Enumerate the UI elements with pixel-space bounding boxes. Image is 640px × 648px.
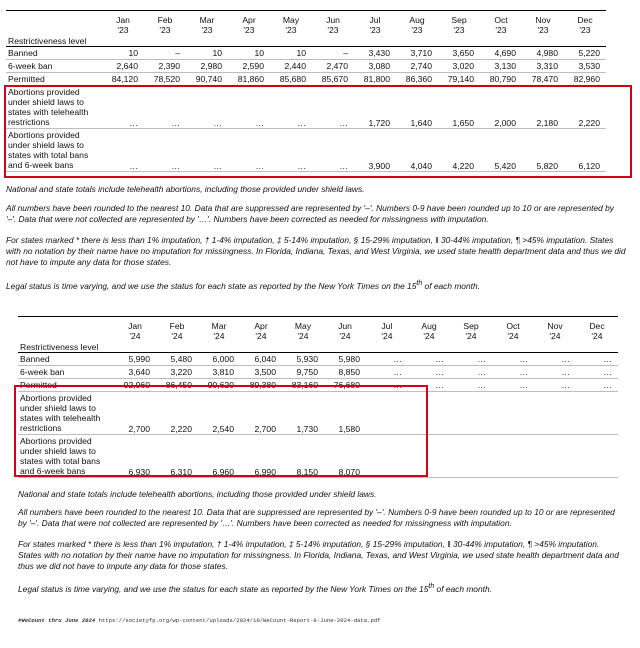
table-cell: 3,650 [438, 47, 480, 60]
table-cell: 1,640 [396, 86, 438, 129]
month-label: Mar [211, 321, 227, 331]
table-cell [450, 392, 492, 435]
highlight-box [4, 85, 632, 178]
month-header [480, 11, 522, 36]
month-label: '23 [159, 25, 171, 35]
table-cell: 86,360 [396, 73, 438, 86]
table-cell: 3,640 [114, 366, 156, 379]
table-row [18, 353, 618, 366]
table-cell: 4,220 [438, 129, 480, 172]
month-header [522, 11, 564, 36]
table-cell: … [186, 86, 228, 129]
table-cell: … [366, 353, 408, 366]
corner-cell [6, 11, 102, 36]
table-cell: 3,500 [240, 366, 282, 379]
month-label: Nov [547, 321, 563, 331]
month-label: Oct [494, 15, 508, 25]
table-cell: 3,080 [354, 60, 396, 73]
month-label: '24 [465, 331, 477, 341]
table-cell: … [492, 379, 534, 392]
month-header [534, 317, 576, 342]
table-cell: … [534, 379, 576, 392]
table-cell: 81,860 [228, 73, 270, 86]
note-telehealth: National and state totals include telehealth abortions, including those provided under shield laws. [18, 489, 377, 499]
table-cell: 2,440 [270, 60, 312, 73]
table-cell: 8,070 [324, 435, 366, 478]
month-header [282, 317, 324, 342]
table-cell: 8,150 [282, 435, 324, 478]
table-cell: … [576, 366, 618, 379]
table-cell: 6,000 [198, 353, 240, 366]
note-imputation: For states marked * there is less than 1% imputation, † 1-4% imputation, ‡ 5-14% imputation, § 15-29% imputation, ‖ 30-44% imputation, ¶ >45% imputation. States with no notation by their name have no imputation for missingness. In Florida, Indiana, Texas, and West Virginia, we used state health department data and thus we did not have to impute any data for those states. [6, 235, 626, 267]
table-cell: … [492, 366, 534, 379]
month-label: Mar [199, 15, 215, 25]
month-label: Sep [451, 15, 467, 25]
table-cell: 10 [270, 47, 312, 60]
month-header [144, 11, 186, 36]
row-label: Abortions provided under shield laws to states with telehealth restrictions [18, 392, 114, 435]
table-cell: 2,590 [228, 60, 270, 73]
month-label: Feb [157, 15, 173, 25]
row-label: Banned [18, 353, 114, 366]
table-cell: 10 [228, 47, 270, 60]
table-cell: 2,540 [198, 392, 240, 435]
table-cell [450, 435, 492, 478]
table-cell: … [408, 366, 450, 379]
note-rounding: All numbers have been rounded to the nearest 10. Data that are suppressed are represented by '–'. Numbers 0-9 have been rounded up to 10 or are represented by '–'. Data that were not collected are represented by '…'. Numbers have been corrected as needed for missingness with imputation. [6, 203, 614, 224]
month-label: '23 [243, 25, 255, 35]
table-cell: – [144, 47, 186, 60]
table-cell: 2,640 [102, 60, 144, 73]
month-label: '24 [297, 331, 309, 341]
table-cell: … [534, 366, 576, 379]
table-cell: … [450, 366, 492, 379]
month-label: May [294, 321, 312, 331]
table-cell: 5,930 [282, 353, 324, 366]
table-row [18, 366, 618, 379]
table-cell: 3,220 [156, 366, 198, 379]
month-label: Jan [116, 15, 130, 25]
table-cell: … [228, 86, 270, 129]
table-cell: 2,220 [156, 392, 198, 435]
note-legal-status: Legal status is time varying, and we use the status for each state as reported by the New York Times on the 15th of each month. [18, 583, 492, 594]
table-cell: 3,310 [522, 60, 564, 73]
table-cell: … [366, 366, 408, 379]
month-header [450, 317, 492, 342]
month-label: '23 [201, 25, 213, 35]
note-telehealth: National and state totals include telehealth abortions, including those provided under shield laws. [6, 184, 365, 194]
table-cell: 10 [186, 47, 228, 60]
table-cell: 2,700 [114, 392, 156, 435]
table-cell: – [312, 47, 354, 60]
month-label: Aug [409, 15, 425, 25]
month-header [312, 11, 354, 36]
month-label: Nov [535, 15, 551, 25]
table-cell: 1,650 [438, 86, 480, 129]
month-header [102, 11, 144, 36]
month-label: '23 [495, 25, 507, 35]
month-header [270, 11, 312, 36]
table-cell: 5,420 [480, 129, 522, 172]
month-header [186, 11, 228, 36]
month-label: '23 [327, 25, 339, 35]
source-footer [18, 617, 381, 624]
table-cell: 3,020 [438, 60, 480, 73]
table-cell: 1,720 [354, 86, 396, 129]
table-cell: 2,220 [564, 86, 606, 129]
corner-cell [18, 317, 114, 342]
row-label: 6-week ban [18, 366, 114, 379]
table-cell: 4,690 [480, 47, 522, 60]
table-cell: 5,220 [564, 47, 606, 60]
month-label: Dec [589, 321, 605, 331]
table-cell: 4,040 [396, 129, 438, 172]
table-cell: 79,140 [438, 73, 480, 86]
month-header [576, 317, 618, 342]
month-label: '24 [549, 331, 561, 341]
month-label: '23 [285, 25, 297, 35]
table-cell: … [228, 129, 270, 172]
month-label: Jul [381, 321, 393, 331]
month-header-row [18, 317, 618, 342]
table-cell: … [270, 129, 312, 172]
table-cell: 6,960 [198, 435, 240, 478]
month-label: '24 [339, 331, 351, 341]
table-cell: … [270, 86, 312, 129]
row-label: Permitted [18, 379, 114, 392]
month-label: Dec [577, 15, 593, 25]
table-cell: 85,670 [312, 73, 354, 86]
table-cell: … [492, 353, 534, 366]
highlight-box [14, 385, 428, 477]
month-header [156, 317, 198, 342]
month-header-row [6, 11, 606, 36]
table-cell: 6,310 [156, 435, 198, 478]
restrictiveness-label: Restrictiveness level [18, 341, 618, 353]
table-cell: 2,390 [144, 60, 186, 73]
table-cell: 90,620 [198, 379, 240, 392]
table-cell [576, 435, 618, 478]
table-cell: 78,520 [144, 73, 186, 86]
month-label: Jun [326, 15, 340, 25]
table-cell: 80,790 [480, 73, 522, 86]
table-cell: 83,160 [282, 379, 324, 392]
table-cell: … [102, 129, 144, 172]
row-label: Permitted [6, 73, 102, 86]
month-label: '23 [537, 25, 549, 35]
table-cell: 5,980 [324, 353, 366, 366]
table-cell: 89,380 [240, 379, 282, 392]
table-cell: 3,900 [354, 129, 396, 172]
table-cell: 76,680 [324, 379, 366, 392]
month-label: Apr [242, 15, 256, 25]
month-label: '24 [423, 331, 435, 341]
note-imputation: For states marked * there is less than 1% imputation, † 1-4% imputation, ‡ 5-14% imputation, § 15-29% imputation, ‖ 30-44% imputation, ¶ >45% imputation. States with no notation by their name have no imputation for missingness. In Florida, Indiana, Texas, and West Virginia, we used state health department data and thus we did not have to impute any data for those states. [18, 539, 619, 571]
table-cell: 82,960 [564, 73, 606, 86]
month-label: Feb [169, 321, 185, 331]
table-cell: 90,740 [186, 73, 228, 86]
month-label: '24 [381, 331, 393, 341]
table-cell: 85,680 [270, 73, 312, 86]
month-label: May [282, 15, 300, 25]
table-cell: 3,710 [396, 47, 438, 60]
month-header [324, 317, 366, 342]
table-cell: 6,040 [240, 353, 282, 366]
table-cell [576, 392, 618, 435]
month-header [198, 317, 240, 342]
table-cell: 10 [102, 47, 144, 60]
month-label: '24 [507, 331, 519, 341]
table-cell: … [450, 353, 492, 366]
month-label: Sep [463, 321, 479, 331]
month-header [114, 317, 156, 342]
month-label: Apr [254, 321, 268, 331]
row-label: Abortions provided under shield laws to states with total bans and 6-week bans [6, 129, 102, 172]
table-cell: 3,810 [198, 366, 240, 379]
table-row [6, 73, 606, 86]
note-rounding: All numbers have been rounded to the nearest 10. Data that are suppressed are represented by '–'. Numbers 0-9 have been rounded up to 10 or are represented by '–'. Data that were not collected are represented by '…'. Numbers have been corrected as needed for missingness with imputation. [18, 507, 615, 528]
table-cell: … [144, 129, 186, 172]
table-cell [534, 435, 576, 478]
table-cell: … [102, 86, 144, 129]
month-label: Jul [369, 15, 381, 25]
table-cell: 2,740 [396, 60, 438, 73]
footer-title: #WeCount thru June 2024 [18, 617, 96, 624]
table-cell: … [186, 129, 228, 172]
section-label-row [6, 35, 606, 47]
table-cell [534, 392, 576, 435]
table-cell: … [576, 379, 618, 392]
table-cell: … [366, 379, 408, 392]
month-label: '23 [369, 25, 381, 35]
table-cell: 5,480 [156, 353, 198, 366]
month-label: '24 [213, 331, 225, 341]
table-cell: … [144, 86, 186, 129]
month-label: Aug [421, 321, 437, 331]
table-cell: 92,960 [114, 379, 156, 392]
month-label: '24 [591, 331, 603, 341]
month-header [408, 317, 450, 342]
month-label: '24 [255, 331, 267, 341]
table-cell: 84,120 [102, 73, 144, 86]
table-cell: … [312, 86, 354, 129]
section-label-row [18, 341, 618, 353]
month-label: '24 [171, 331, 183, 341]
table-cell: 2,700 [240, 392, 282, 435]
table-cell: 8,850 [324, 366, 366, 379]
table-cell: 86,450 [156, 379, 198, 392]
table-cell: 81,800 [354, 73, 396, 86]
table-cell: … [408, 379, 450, 392]
table-cell: 1,730 [282, 392, 324, 435]
table-cell: … [450, 379, 492, 392]
table-cell: 3,130 [480, 60, 522, 73]
footer-url[interactable]: https://societyfp.org/wp-content/uploads/2024/10/WeCount-Report-8-June-2024-data.pdf [98, 617, 381, 624]
month-label: '24 [129, 331, 141, 341]
restrictiveness-label: Restrictiveness level [6, 35, 606, 47]
table-row [6, 47, 606, 60]
month-label: Oct [506, 321, 520, 331]
table-cell: … [576, 353, 618, 366]
month-header [492, 317, 534, 342]
month-label: '23 [411, 25, 423, 35]
table-cell: 3,530 [564, 60, 606, 73]
table-cell: 9,750 [282, 366, 324, 379]
table-cell: 5,990 [114, 353, 156, 366]
month-label: '23 [579, 25, 591, 35]
table-cell: 2,000 [480, 86, 522, 129]
table-cell: 78,470 [522, 73, 564, 86]
table-cell: 6,930 [114, 435, 156, 478]
month-header [228, 11, 270, 36]
month-header [438, 11, 480, 36]
row-label: Abortions provided under shield laws to states with total bans and 6-week bans [18, 435, 114, 478]
month-header [240, 317, 282, 342]
table-cell: 4,980 [522, 47, 564, 60]
table-cell: … [408, 353, 450, 366]
table-cell: 3,430 [354, 47, 396, 60]
month-label: '23 [117, 25, 129, 35]
table-cell: 1,580 [324, 392, 366, 435]
row-label: 6-week ban [6, 60, 102, 73]
month-header [396, 11, 438, 36]
month-header [564, 11, 606, 36]
table-cell: … [534, 353, 576, 366]
table-cell: 6,120 [564, 129, 606, 172]
table-cell [492, 392, 534, 435]
table-cell: 5,820 [522, 129, 564, 172]
row-label: Banned [6, 47, 102, 60]
row-label: Abortions provided under shield laws to states with telehealth restrictions [6, 86, 102, 129]
note-legal-status: Legal status is time varying, and we use the status for each state as reported by the New York Times on the 15th of each month. [6, 280, 480, 291]
month-header [366, 317, 408, 342]
month-label: Jun [338, 321, 352, 331]
table-cell: 2,980 [186, 60, 228, 73]
month-label: '23 [453, 25, 465, 35]
table-row [6, 60, 606, 73]
table-cell: 6,990 [240, 435, 282, 478]
month-header [354, 11, 396, 36]
table-cell: 2,470 [312, 60, 354, 73]
month-label: Jan [128, 321, 142, 331]
table-cell: 2,180 [522, 86, 564, 129]
table-cell [492, 435, 534, 478]
table-cell: … [312, 129, 354, 172]
